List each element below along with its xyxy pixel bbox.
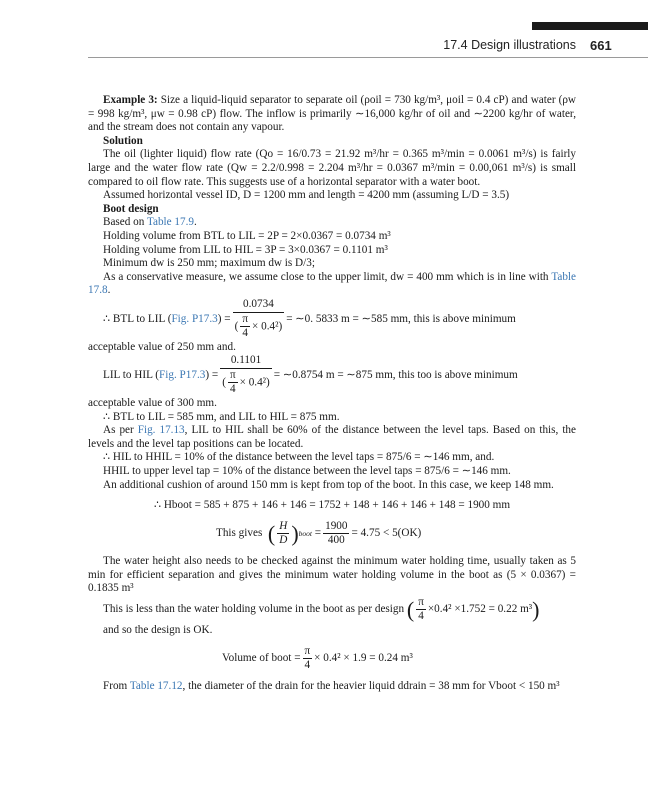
header-bar [532,22,648,30]
table-17-9-link[interactable]: Table 17.9 [146,216,194,229]
eq1-denominator: ( $\frac{\pi}{4}$ × 0.4²) [234,312,283,340]
eq2-continuation: acceptable value of 300 mm. [88,397,217,410]
eq1-prefix: ∴ BTL to LIL ( [103,312,172,325]
eq1-numerator: 0.0734 [233,298,285,313]
conservative-measure: As a conservative measure, we assume close to the upper limit, dw = 400 mm which is in line with Table 17.8. [88,270,576,297]
eq1-den-text: × 0.4² [252,320,279,333]
volume-of-boot [222,645,576,673]
four: 4 [229,383,236,396]
hhil-upper-tap: HHIL to upper level tap = 10% of the distance between the level taps = 875/6 = ∼146 mm. [103,465,511,478]
example-text: Size a liquid-liquid separator to separate oil (ρoil = 730 kg/m³, μoil = 0.4 cP) and water (ρw = 998 kg/m³, μw = 0.98 cP) flow. The inflow is primarily ∼16,000 kg/hr of oil and ∼2200 kg/hr of water, and the stream does not contain any vapour. [88,94,576,134]
symbol-h: H [277,520,289,535]
flow-paragraph: The oil (lighter liquid) flow rate (Qo = 16/0.73 = 21.92 m³/hr = 0.365 m³/min = 0.0061 m³/s) is fairly large and the water flow rate (Qw = 2.2/0.998 = 2.204 m³/hr = 0.0367 m³/min = 0.00,061 m³/s) is small compared to oil flow rate. This suggests use of a horizontal separator with a water boot. [88,148,576,188]
eq1-fraction [233,298,285,341]
boot-design-heading: Boot design [103,202,159,215]
eq2-prefix: LIL to HIL ( [103,368,160,381]
eq2-numerator: 0.1101 [220,354,272,369]
design-ok: and so the design is OK. [103,623,213,636]
fig-p17-3-link-1[interactable]: Fig. P17.3 [171,312,218,325]
final-prefix: From [103,679,128,692]
this-gives: This gives [216,527,263,540]
symbol-d: D [279,534,288,547]
asper-text: , LIL to HIL shall be 60% of the distance between the level taps. Based on this, the levels and the level tap positions can be located. [88,424,576,450]
fig-17-13-link[interactable]: Fig. 17.13 [137,424,185,437]
hboot-equation: ∴ Hboot = 585 + 875 + 146 + 146 = 1752 + 148 + 146 + 146 + 148 = 1900 mm [153,499,511,512]
pi-symbol: π [228,369,238,384]
volume-expr: × 0.4² × 1.9 = 0.24 m³ [314,651,413,664]
level-result: ∴ BTL to LIL = 585 mm, and LIL to HIL = 875 mm. [103,410,340,423]
eq2-fraction [220,354,272,397]
final-text: , the diameter of the drain for the heavier liquid ddrain = 38 mm for Vboot < 150 m³ [182,679,560,692]
table-17-8-link[interactable]: Table 17.8 [88,270,576,297]
equation-btl-lil: ∴ BTL to LIL ( Fig. P17.3 ) = 0.0734 ( $\frac{\pi}{4}$ × 0.4²) = ∼0. 5833 m = ∼585 mm, this is above minimum [103,297,516,340]
cushion-paragraph: An additional cushion of around 150 mm is kept from top of the boot. In this case, we keep 148 mm. [103,478,554,491]
eq1-continuation: acceptable value of 250 mm and. [88,340,236,353]
based-on-line: Based on Table 17.9. [103,216,197,229]
table-17-12-link[interactable]: Table 17.12 [129,679,183,692]
minimum-dw: Minimum dw is 250 mm; maximum dw is D/3; [103,257,315,270]
example-label: Example 3: [103,94,158,106]
ratio-denominator: 400 [327,534,345,547]
ratio-check: This gives ( $\frac{H}{D}$ ) boot = $\frac{1900}{400}$ = 4.75 < 5(OK) [216,519,422,547]
asper-prefix: As per [103,424,134,437]
less-than-line: This is less than the water holding volume in the boot as per design ( $\frac{\pi}{4}$ ×0.4² ×1.752 = 0.22 m³ ) [103,595,540,623]
four: 4 [418,610,424,623]
less-text: This is less than the water holding volume in the boot as per design [103,603,405,616]
hil-hhil: ∴ HIL to HHIL = 10% of the distance between the level taps = 875/6 = ∼146 mm, and. [103,451,495,464]
assumed-vessel: Assumed horizontal vessel ID, D = 1200 mm and length = 4200 mm (assuming L/D = 3.5) [103,189,510,202]
eq2-den-text: × 0.4² [239,376,267,389]
page-body [88,94,576,693]
page-number: 661 [590,38,612,53]
water-height-paragraph: The water height also needs to be checked against the minimum water holding time, usually taken as 5 min for efficient separation and gives the minimum water holding volume in the boot as (5 × 0.0367) = 0.1835 m³ [88,555,576,595]
four: 4 [304,659,311,672]
example-statement [88,94,576,135]
drain-paragraph [88,680,576,694]
eq2-suffix: = ∼0.8754 m = ∼875 mm, this too is above minimum [273,368,518,381]
pi-symbol: π [240,313,250,328]
four: 4 [242,327,248,340]
equation-lil-hil: LIL to HIL ( Fig. P17.3 ) = 0.1101 ( $\frac{\pi}{4}$ × 0.4²) = ∼0.8754 m = ∼875 mm, this too is above minimum [103,354,518,396]
pi-symbol: π [416,596,426,611]
header-rule [88,57,648,58]
solution-heading: Solution [103,134,143,147]
as-per-paragraph [88,424,576,451]
ratio-result: = 4.75 < 5(OK) [351,527,422,540]
holding-volume-2: Holding volume from LIL to HIL = 3P = 3×0.0367 = 0.1101 m³ [103,243,388,256]
eq2-denominator: ( $\frac{\pi}{4}$ × 0.4²) [222,368,270,396]
ratio-numerator: 1900 [323,520,349,535]
pi-symbol: π [303,645,313,660]
volume-label: Volume of boot = [222,651,301,664]
running-header [443,38,612,53]
based-prefix: Based on [103,216,145,229]
holding-volume-1: Holding volume from BTL to LIL = 2P = 2×0.0367 = 0.0734 m³ [103,229,391,242]
section-title: 17.4 Design illustrations [443,38,576,52]
fig-p17-3-link-2[interactable]: Fig. P17.3 [159,368,206,381]
eq1-suffix: = ∼0. 5833 m = ∼585 mm, this is above minimum [286,312,516,325]
less-expr: ×0.4² ×1.752 = 0.22 m³ [427,603,533,616]
conservative-text: As a conservative measure, we assume close to the upper limit, dw = 400 mm which is in line with [103,270,549,283]
